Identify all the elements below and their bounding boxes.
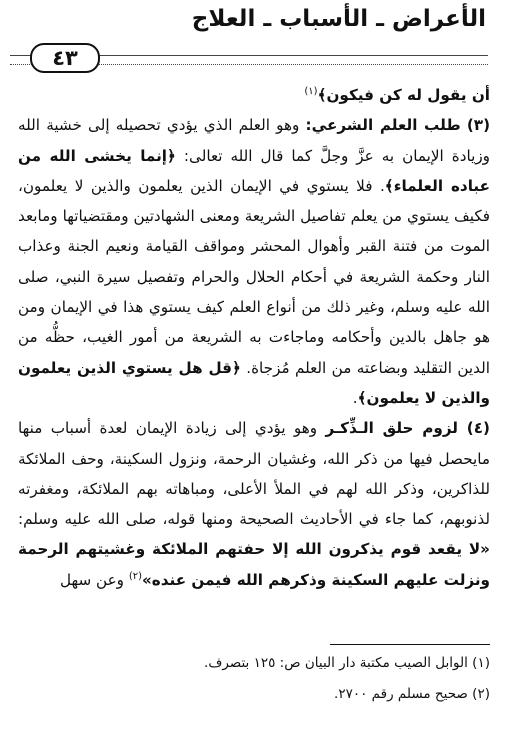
paragraph-end: . [352, 388, 358, 407]
quran-quote: أن يقول له كن فيكون﴾ [317, 86, 490, 104]
footnote-number: (١) [472, 655, 490, 671]
footnote-ref: (١) [304, 85, 318, 97]
footnotes [24, 648, 490, 710]
footnote [24, 648, 490, 679]
body-text [18, 80, 490, 595]
page-number: ٤٣ [52, 45, 78, 70]
quran-quote: ﴿إنما يخشى الله من عباده العلماء﴾ [18, 146, 490, 195]
footnote-number: (٢) [472, 686, 490, 702]
footnote [24, 679, 490, 710]
section-heading: طلب العلم الشرعي: [305, 116, 461, 135]
item-number: (٣) [466, 116, 491, 135]
footnote-text: صحيح مسلم رقم ٢٧٠٠. [334, 686, 468, 702]
paragraph-text: وهو يؤدي إلى زيادة الإيمان لعدة أسباب منها مايحصل فيها من ذكر الله، وغشيان الرحمة، ونزول السكينة، وحف الملائكة للذاكرين، وذكر الله لهم في الملأ الأعلى، ومباهاته بهم الملائكة، ومغفرته لذنوبهم، كما جاء في الأحاديث الصحيحة ومنها قوله، صلى الله عليه وسلم: [18, 419, 490, 529]
paragraph-seeking-knowledge [18, 110, 490, 413]
page-number-badge [30, 43, 100, 73]
paragraph-text: وعن سهل [59, 570, 129, 589]
paragraph-text: . فلا يستوي في الإيمان الذين يعلمون والذين لا يعلمون، فكيف يستوي من يعلم تفاصيل الشريعة ومعنى الشهادتين ومقتضياتها ومابعد الموت من فتنة القبر وأهوال المحشر ومواقف القيامة ونعيم الجنة وعذاب النار وحكمة الشريعة في أحكام الحلال والحرام وتفصيل سيرة النبي، صلى الله عليه وسلم، وغير ذلك من أنواع العلم كيف يستوي هذا في الإيمان ومن هو جاهل بالدين وأحكامه وماجاءت به الشريعة من أمور الغيب، حظُّه من الدين التقليد وبضاعته من العلم مُزجاة. [18, 176, 490, 377]
hadith-quote: «لا يقعد قوم يذكرون الله إلا حفتهم الملائكة وغشيتهم الرحمة ونزلت عليهم السكينة وذكرهم الله فيمن عنده» [18, 540, 490, 589]
paragraph-dhikr-circles [18, 413, 490, 595]
footnote-ref: (٢) [128, 570, 142, 582]
paragraph-text: وهو العلم الذي يؤدي تحصيله إلى خشية الله وزيادة الإيمان به عزَّ وجلَّ كما قال الله تعالى: [18, 116, 490, 165]
paragraph-continuation [18, 80, 490, 110]
footnote-text: الوابل الصيب مكتبة دار البيان ص: ١٢٥ بتصرف. [204, 655, 468, 671]
running-title: الأعراض ـ الأسباب ـ العلاج [191, 6, 486, 32]
section-heading: (٤) لزوم حلق الـذِّكـر [325, 419, 490, 438]
quran-quote: ﴿قل هل يستوي الذين يعلمون والذين لا يعلمون﴾ [18, 358, 490, 407]
footnote-rule [330, 644, 490, 645]
